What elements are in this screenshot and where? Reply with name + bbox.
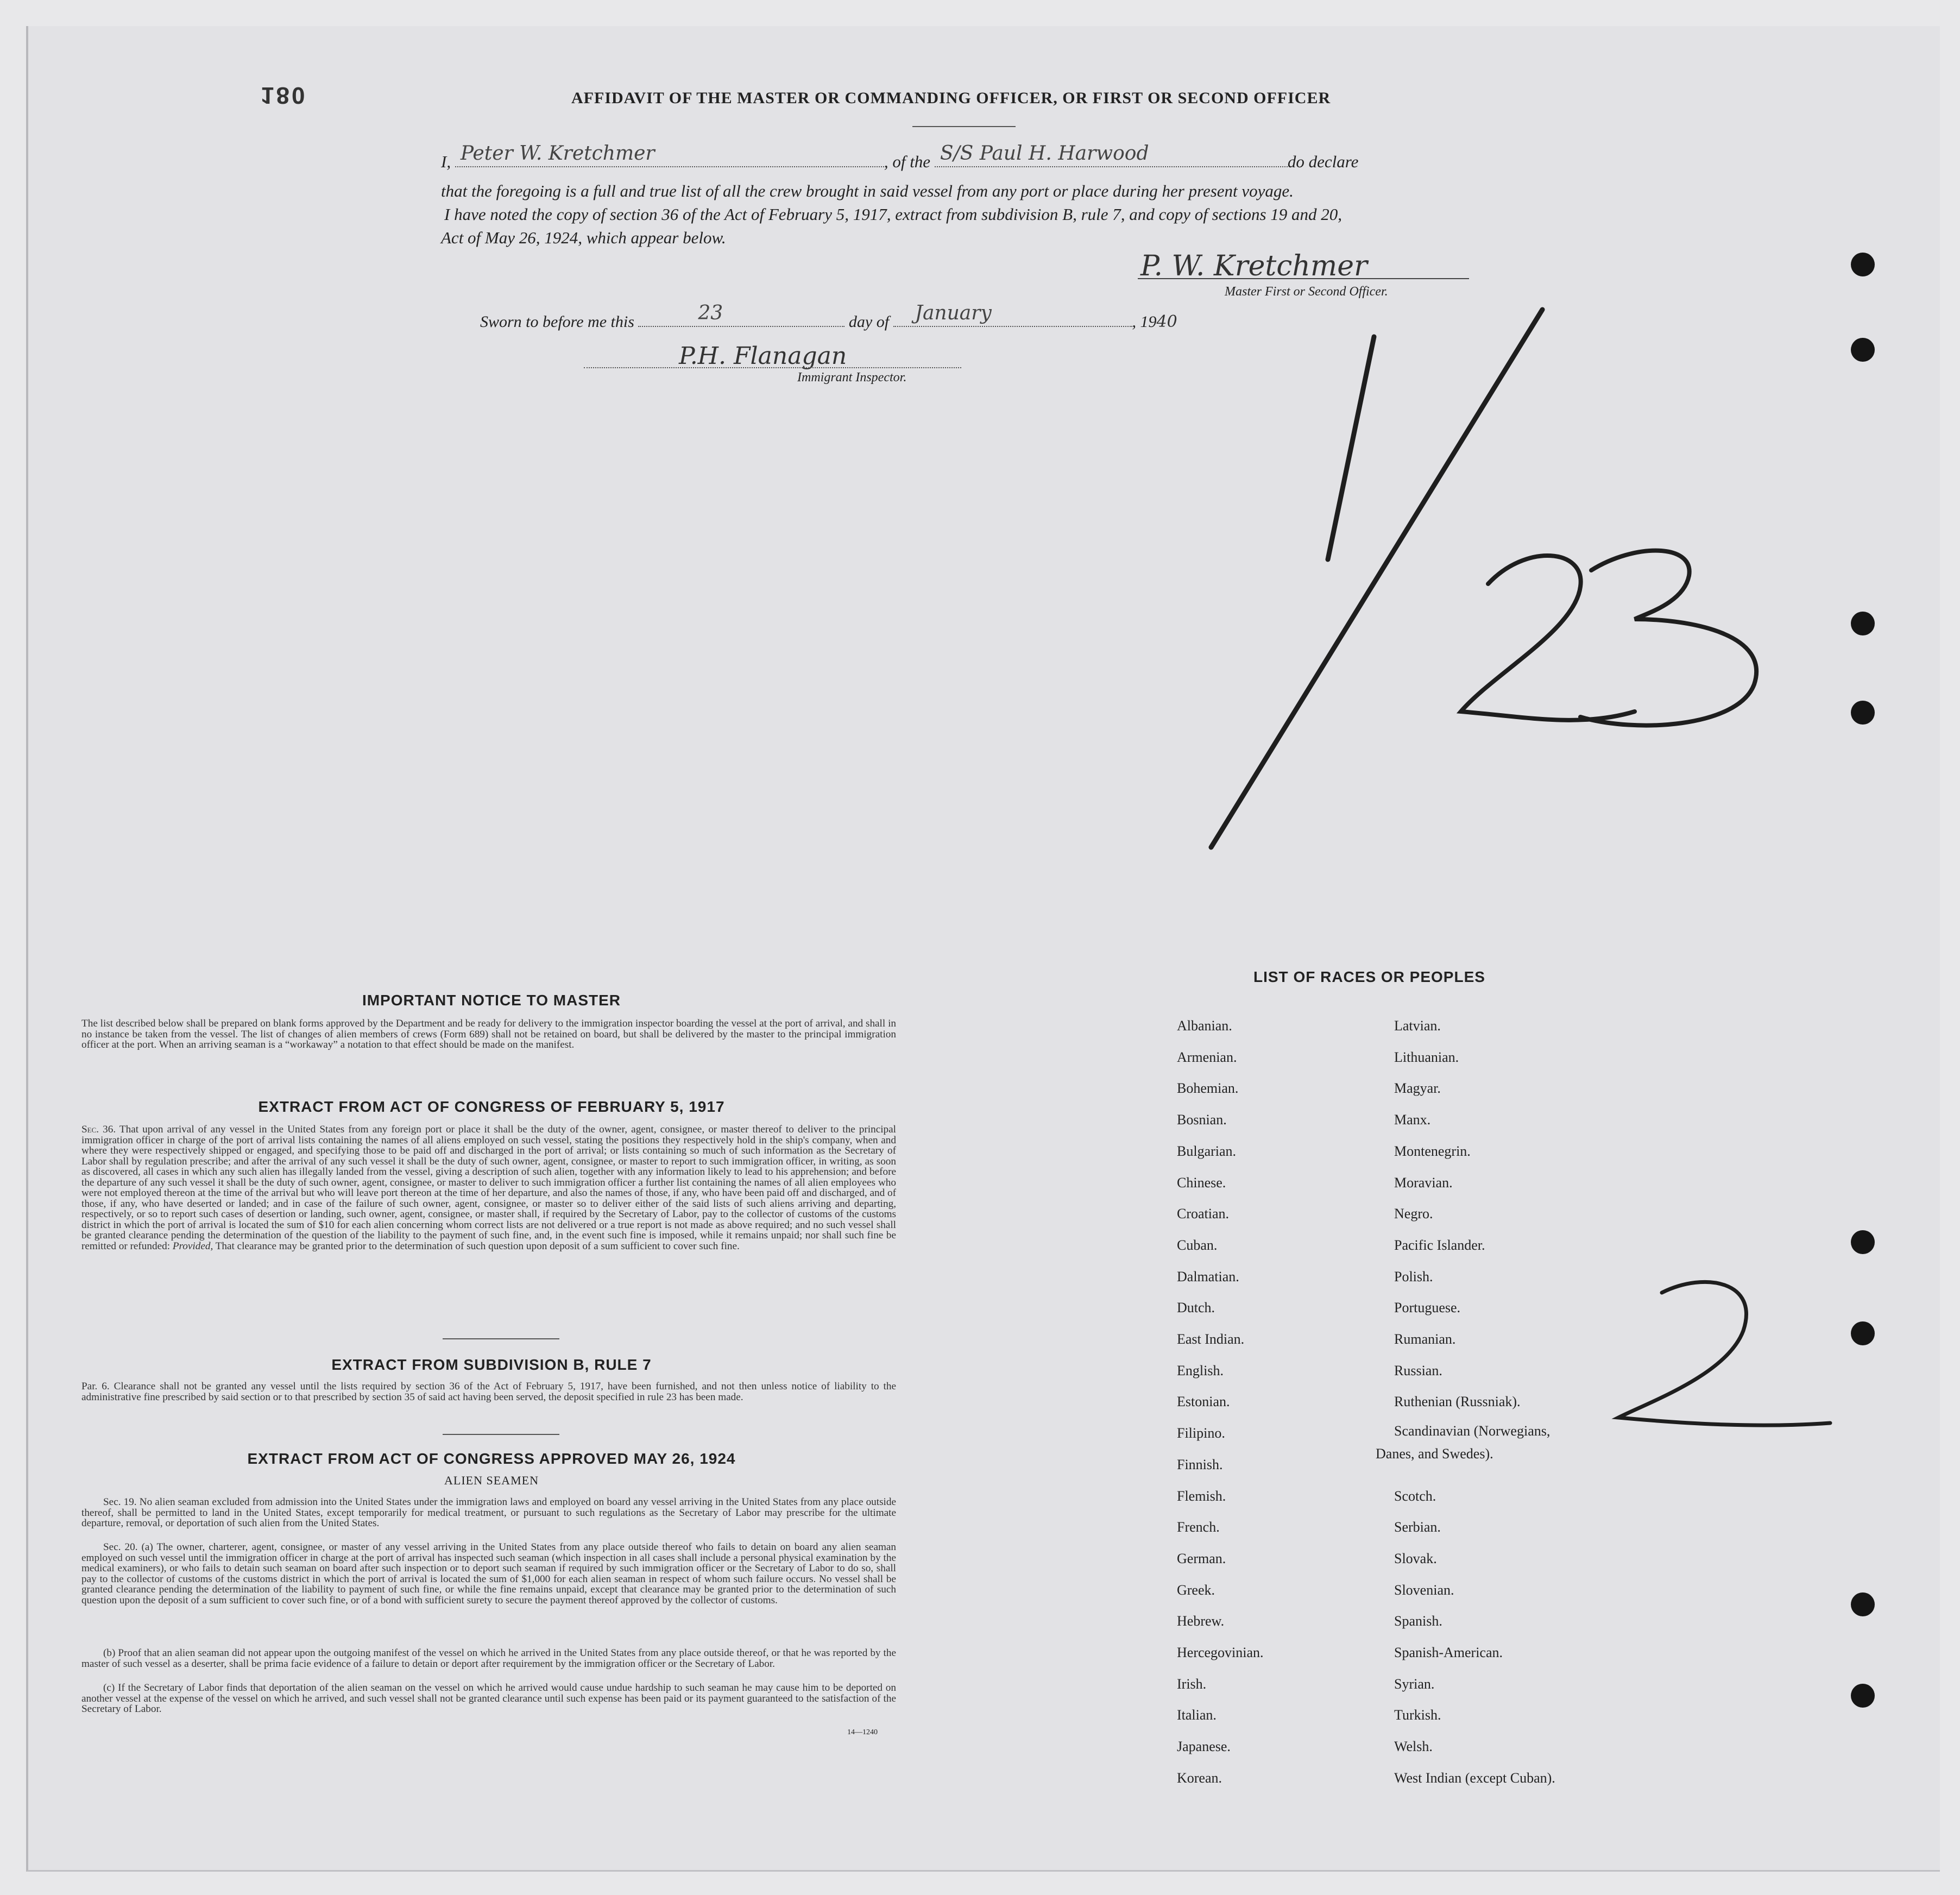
race-item: Irish. — [1177, 1676, 1207, 1692]
punch-hole — [1851, 253, 1875, 276]
race-item: Cuban. — [1177, 1237, 1218, 1253]
race-item: Montenegrin. — [1394, 1143, 1471, 1159]
title-rule — [912, 126, 1016, 127]
sworn-day-handwritten: 23 — [698, 302, 723, 324]
alien-seamen-subheading: ALIEN SEAMEN — [444, 1474, 539, 1487]
race-item: Serbian. — [1394, 1519, 1441, 1535]
race-item: Bosnian. — [1177, 1112, 1227, 1128]
sworn-prefix: Sworn to before me this — [480, 313, 634, 331]
declaration-line-3: I have noted the copy of section 36 of the Act of February 5, 1917, extract from subdivision B, rule 7, and copy of sections 19 and 20, — [444, 205, 1343, 224]
master-name-handwritten: Peter W. Kretchmer — [460, 142, 655, 165]
race-item: English. — [1177, 1362, 1224, 1378]
race-item: Syrian. — [1394, 1676, 1435, 1692]
race-item: Ruthenian (Russniak). — [1394, 1394, 1521, 1410]
sworn-day-field — [638, 302, 844, 327]
race-item: Flemish. — [1177, 1488, 1226, 1504]
race-continuation: Danes, and Swedes). — [1376, 1446, 1493, 1462]
sec20b-text: (b) Proof that an alien seaman did not appear upon the outgoing manifest of the vessel on which he arrived in the United States from any place outside thereof, or that he was reported by the master of such vessel as a deserter, shall be prima facie evidence of a failure to detain or deport after requirement by the immigration officer or the Secretary of Labor. — [81, 1647, 896, 1670]
master-caption: Master First or Second Officer. — [1225, 285, 1388, 299]
race-item: Latvian. — [1394, 1018, 1441, 1034]
extract-1917-section-label: Sec. 36. — [81, 1124, 116, 1135]
race-item: Slovenian. — [1394, 1582, 1454, 1598]
race-item: Bohemian. — [1177, 1080, 1239, 1097]
race-item: Hebrew. — [1177, 1613, 1225, 1629]
declaration-do-declare: do declare — [1287, 152, 1359, 171]
race-item: Pacific Islander. — [1394, 1237, 1485, 1253]
date-mark-digit-2 — [1461, 556, 1635, 720]
race-item: Dalmatian. — [1177, 1268, 1239, 1285]
punch-hole — [1851, 1592, 1875, 1616]
race-item: Filipino. — [1177, 1425, 1225, 1441]
punch-hole — [1851, 1684, 1875, 1708]
inspector-caption: Immigrant Inspector. — [797, 370, 907, 385]
date-mark-digit-3 — [1580, 551, 1756, 726]
sworn-month-handwritten: January — [915, 302, 992, 324]
race-item: French. — [1177, 1519, 1220, 1535]
vessel-name-field — [935, 142, 1288, 167]
race-item: Greek. — [1177, 1582, 1215, 1598]
section-divider-2 — [443, 1434, 559, 1435]
race-item: Rumanian. — [1394, 1331, 1456, 1347]
declaration-line-2: that the foregoing is a full and true list of all the crew brought in said vessel from any port or place during her present voyage. — [441, 181, 1294, 200]
declaration-line-4: Act of May 26, 1924, which appear below. — [441, 228, 726, 247]
section-divider-1 — [443, 1338, 559, 1339]
race-item: Chinese. — [1177, 1174, 1226, 1191]
sworn-dayof: day of — [848, 313, 890, 331]
date-mark-stroke-1 — [1328, 337, 1374, 559]
declaration-line-1 — [441, 142, 1359, 173]
punch-hole — [1851, 1230, 1875, 1254]
race-item: Japanese. — [1177, 1739, 1231, 1755]
race-item: Bulgarian. — [1177, 1143, 1237, 1159]
extract-1917-heading: EXTRACT FROM ACT OF CONGRESS OF FEBRUARY 5, 1917 — [258, 1098, 725, 1115]
races-heading: LIST OF RACES OR PEOPLES — [1253, 968, 1485, 985]
sworn-year-prefix: , 19 — [1132, 313, 1157, 331]
race-item: Korean. — [1177, 1770, 1222, 1786]
sec19-text: Sec. 19. No alien seaman excluded from admission into the United States under the immigration laws and employed on board any vessel arriving in the United States from any place outside thereof, shall be permitted to land in the United States, except temporarily for medical treatment, or pursuant to such regulations as the Secretary of Labor may prescribe for the ultimate departure, removal, or deportation of such alien from the United States. — [81, 1496, 896, 1529]
race-item: West Indian (except Cuban). — [1394, 1770, 1555, 1786]
race-item: Scotch. — [1394, 1488, 1436, 1504]
punch-hole — [1851, 338, 1875, 362]
punch-hole — [1851, 612, 1875, 635]
sworn-year-handwritten: 40 — [1156, 312, 1177, 331]
sworn-month-field — [893, 302, 1132, 327]
extract-1917-proviso-text: That clearance may be granted prior to the determination of such question upon deposit of a sum sufficient to cover such fine. — [215, 1240, 740, 1252]
rule7-heading: EXTRACT FROM SUBDIVISION B, RULE 7 — [331, 1356, 652, 1373]
extract-1917-proviso-label: Provided, — [172, 1240, 213, 1252]
sworn-line — [480, 302, 1177, 333]
master-signature-line — [1138, 278, 1469, 279]
inspector-signature-line — [584, 367, 961, 368]
declaration-of-the: , of the — [884, 152, 931, 171]
race-item: East Indian. — [1177, 1331, 1245, 1347]
form-number: 14—1240 — [847, 1728, 878, 1736]
race-item: Moravian. — [1394, 1174, 1453, 1191]
race-item: Portuguese. — [1394, 1300, 1461, 1316]
stamp-number: 180 — [261, 82, 307, 109]
extract-1917-body: That upon arrival of any vessel in the United States from any foreign port or place it shall be the duty of the owner, agent, consignee, or master thereof to deliver to the principal immigration officer in charge of the port of arrival lists containing the names of all aliens employed on such vessel, stating the positions they respectively hold in the ship's company, when and where they were respectively shipped or engaged, and specifying those to be paid off and discharged in the port of arrival; or lists containing so much of such information as the Secretary of Labor shall by regulation prescribe; and after the arrival of any such vessel it shall be the duty of such owner, agent, consignee, or master to report to such immigration officer, in writing, as soon as discovered, all cases in which any such alien has illegally landed from the vessel, giving a description of such alien, together with any information likely to lead to his apprehension; and before the departure of any such vessel it shall be the duty of such owner, agent, consignee, or master to deliver to such immigration officer a further list containing the names of all alien employees who were not employed thereon at the time of the arrival but who will leave port thereon at the time of her departure, and also the names of those, if any, who have been paid off and discharged, and of those, if any, who have deserted or landed; and in case of the failure of such owner, agent, consignee, or master so to deliver either of the said lists of such aliens arriving and departing, respectively, or so to report such cases of desertion or landing, such owner, agent, consignee, or master shall, if required by the Secretary of Labor, pay to the collector of customs of the customs district in which the port of arrival is located the sum of $10 for each alien concerning whom correct lists are not delivered or a true report is not made as above required; and no such vessel shall be granted clearance pending the determination of the question of the liability to the payment of such fine, and, in the event such fine is imposed, while it remains unpaid; nor shall such fine be remitted or refunded: — [81, 1124, 896, 1252]
race-item: Hercegovinian. — [1177, 1645, 1264, 1660]
inspector-signature: P.H. Flanagan — [679, 342, 847, 370]
extract-1917-text — [81, 1124, 896, 1251]
race-item: Croatian. — [1177, 1206, 1230, 1222]
race-item: Finnish. — [1177, 1456, 1223, 1472]
count-mark-digit-2 — [1618, 1282, 1830, 1425]
race-item: Albanian. — [1177, 1018, 1232, 1034]
race-item: Polish. — [1394, 1268, 1433, 1285]
race-item: Negro. — [1394, 1206, 1433, 1222]
race-item: Lithuanian. — [1394, 1049, 1459, 1065]
declaration-i: I, — [441, 152, 451, 171]
race-item: Slovak. — [1394, 1550, 1437, 1566]
vessel-name-handwritten: S/S Paul H. Harwood — [940, 142, 1149, 165]
race-item: Turkish. — [1394, 1707, 1441, 1723]
race-item: Dutch. — [1177, 1300, 1215, 1316]
race-item: Magyar. — [1394, 1080, 1441, 1097]
race-item: Scandinavian (Norwegians, — [1394, 1423, 1551, 1439]
sec20c-text: (c) If the Secretary of Labor finds that deportation of the alien seaman on the vessel on which he arrived would cause undue hardship to such seaman he may cause him to be deported on another vessel at the expense of the vessel on which he arrived, and such vessel shall not be granted clearance until such expense has been paid or its payment guaranteed to the satisfaction of the Secretary of Labor. — [81, 1682, 896, 1715]
race-item: Spanish-American. — [1394, 1645, 1503, 1660]
race-item: Estonian. — [1177, 1394, 1230, 1410]
race-item: Welsh. — [1394, 1739, 1433, 1755]
notice-heading: IMPORTANT NOTICE TO MASTER — [362, 992, 621, 1009]
notice-text: The list described below shall be prepared on blank forms approved by the Department and be ready for delivery to the immigration inspector boarding the vessel at the port of arrival, and shall in no instance be taken from the vessel. The list of changes of alien members of crews (Form 689) shall not be retained on board, but shall be delivered by the master to the principal immigration officer at the port. When an arriving seaman is a “workaway” a notation to that effect should be made on the manifest. — [81, 1018, 896, 1050]
handwritten-annotations — [1113, 282, 1819, 902]
race-item: German. — [1177, 1550, 1226, 1566]
race-item: Spanish. — [1394, 1613, 1442, 1629]
extract-1924-heading: EXTRACT FROM ACT OF CONGRESS APPROVED MAY 26, 1924 — [247, 1450, 736, 1467]
master-name-field — [455, 142, 884, 167]
count-annotation — [1580, 1260, 1841, 1456]
race-item: Manx. — [1394, 1112, 1431, 1128]
count-mark-text: 2 — [1580, 1260, 1581, 1261]
race-item: Armenian. — [1177, 1049, 1237, 1065]
sec20a-text: Sec. 20. (a) The owner, charterer, agent, consignee, or master of any vessel arriving in the United States from any place outside thereof who fails to detain on board any alien seaman employed on such vessel until the immigration officer in charge at the port of arrival has inspected such seaman (which inspection in all cases shall include a personal physical examination by the medical examiners), or who fails to detain such seaman on board after such inspection or to deport such seaman if required by such immigration officer or the Secretary of Labor to do so, shall pay to the collector of customs of the customs district in which the port of arrival is located the sum of $1,000 for each alien seaman in respect of whom such failure occurs. No vessel shall be granted clearance pending the determination of the liability to payment of such fine, or while the fine remains unpaid, except that clearance may be granted prior to the determination of such question upon the deposit of a sum sufficient to cover such fine, or of a bond with sufficient surety to secure the payment thereof approved by the collector of customs. — [81, 1541, 896, 1606]
master-signature: P. W. Kretchmer — [1140, 250, 1367, 282]
punch-hole — [1851, 701, 1875, 725]
date-mark-text: 1/23 — [1113, 282, 1114, 283]
race-item: Russian. — [1394, 1362, 1442, 1378]
rule7-text: Par. 6. Clearance shall not be granted any vessel until the lists required by section 36 of the Act of February 5, 1917, have been furnished, and not then unless notice of liability to the administrative fine prescribed by said section or to that prescribed by section 35 of said act having been served, the deposit specified in rule 23 has been made. — [81, 1381, 896, 1403]
race-item: Italian. — [1177, 1707, 1217, 1723]
punch-hole — [1851, 1321, 1875, 1345]
affidavit-title: AFFIDAVIT OF THE MASTER OR COMMANDING OFFICER, OR FIRST OR SECOND OFFICER — [571, 89, 1331, 107]
